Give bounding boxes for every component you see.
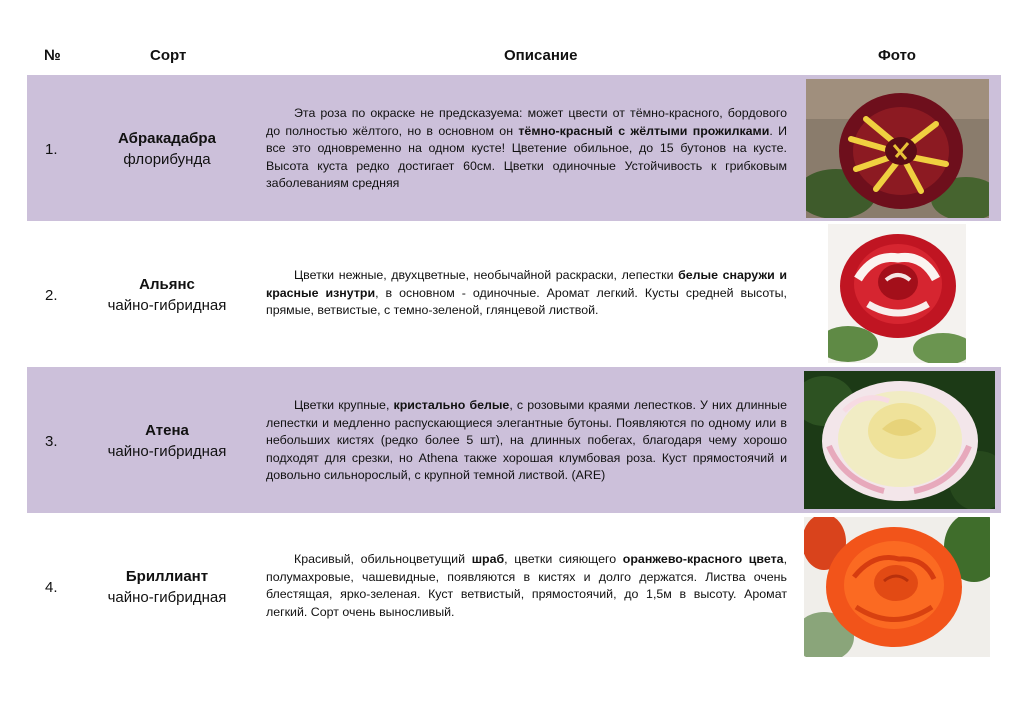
desc-text: Красивый, обильноцветущий xyxy=(294,552,472,566)
variety-type: чайно-гибридная xyxy=(107,443,227,460)
desc-text: Эта роза по окраске не предсказуема: может цвести от тёмно-красного, бордового до полностью жёлтого, но в основном он xyxy=(266,106,787,138)
variety-type: чайно-гибридная xyxy=(107,589,227,606)
header-photo: Фото xyxy=(878,47,916,64)
table-header xyxy=(0,44,1024,68)
desc-highlight: шраб xyxy=(471,552,505,566)
desc-text: , с розовыми краями лепестков. У них длинные лепестки и медленно распускающиеся элегантные бутоны. Появляются по одному или в небольших кистях (редко более 5 шт), на длинных побегах, благодаря чему хорошо подходят для срезки, но Athena также хорошая клумбовая роза. Куст прямостоячий и довольно сильнорослый, с крупной темной листвой. (ARE) xyxy=(266,398,787,482)
variety-description xyxy=(266,105,787,193)
desc-highlight: кристально белые xyxy=(393,398,510,412)
header-num: № xyxy=(44,47,61,64)
rose-photo-abracadabra xyxy=(806,79,989,218)
rose-photo-alliance xyxy=(828,224,966,363)
table-row xyxy=(27,513,1001,659)
table-row xyxy=(27,221,1001,367)
variety-type: флорибунда xyxy=(123,151,211,168)
header-description: Описание xyxy=(504,47,578,64)
variety-name: Альянс xyxy=(139,276,195,293)
row-number: 1. xyxy=(45,141,58,158)
desc-text: . И все это одновременно на одном кусте! Цветение обильное, до 15 бутонов на кусте. Высота куста редко достигает 60см. Цветки одиночные Устойчивость к грибковым заболеваниям средняя xyxy=(266,123,787,190)
row-number: 4. xyxy=(45,579,58,596)
variety-cell xyxy=(87,274,247,316)
desc-highlight: тёмно-красный с жёлтыми прожилками xyxy=(518,123,770,138)
desc-text: Цветки нежные, двухцветные, необычайной раскраски, лепестки xyxy=(294,268,679,282)
variety-cell xyxy=(87,128,247,170)
header-sort: Сорт xyxy=(150,47,187,64)
table-row xyxy=(27,367,1001,513)
desc-text: , цветки сияющего xyxy=(504,552,623,566)
variety-cell xyxy=(87,420,247,462)
desc-highlight: оранжево-красного цвета xyxy=(622,552,784,566)
desc-text: , в основном - одиночные. Аромат легкий. Кусты средней высоты, прямые, ветвистые, с темно-зеленой, глянцевой листвой. xyxy=(266,285,787,317)
rose-photo-brilliant xyxy=(804,517,990,657)
variety-description xyxy=(266,267,787,320)
variety-name: Бриллиант xyxy=(125,568,209,585)
rose-photo-athena xyxy=(804,371,995,509)
variety-name: Абракадабра xyxy=(118,130,216,147)
variety-type: чайно-гибридная xyxy=(107,297,227,314)
variety-name: Атена xyxy=(145,422,189,439)
row-number: 2. xyxy=(45,287,58,304)
variety-description xyxy=(266,551,787,621)
row-number: 3. xyxy=(45,433,58,450)
desc-text: , полумахровые, чашевидные, появляются в кистях и долго держатся. Листва очень блестящая, ярко-зеленая. Куст ветвистый, прямостоячий, до 1,5м в высоту. Аромат легкий. Сорт очень выносливый. xyxy=(266,552,788,619)
table-row xyxy=(27,75,1001,221)
variety-description xyxy=(266,397,787,485)
variety-cell xyxy=(87,566,247,608)
desc-highlight: белые снаружи и красные изнутри xyxy=(266,268,787,300)
desc-text: Цветки крупные, xyxy=(294,398,394,412)
